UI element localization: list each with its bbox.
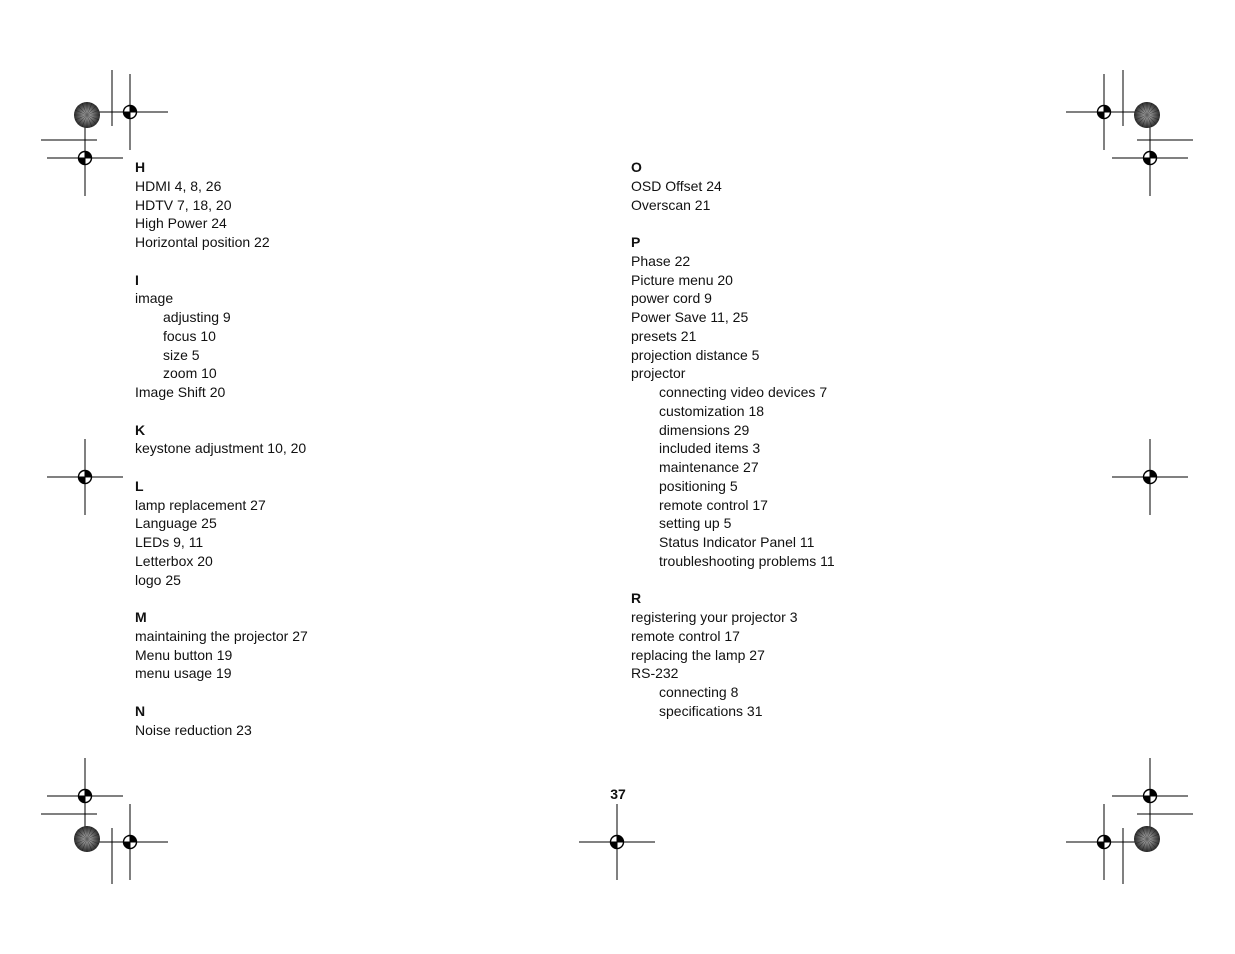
index-column-right — [631, 158, 1091, 739]
index-entry: Language 25 — [135, 515, 217, 532]
index-entry: Horizontal position 22 — [135, 234, 270, 250]
index-subentry: size 5 — [163, 346, 200, 363]
index-section-p — [631, 233, 1091, 571]
index-subentry: setting up 5 — [659, 515, 732, 532]
index-entry: RS-232 — [631, 665, 679, 682]
index-section-h — [135, 158, 555, 252]
index-subentry: zoom 10 — [163, 365, 217, 382]
index-section-k — [135, 421, 555, 459]
index-entry: Image Shift 20 — [135, 384, 226, 400]
index-entry: registering your projector 3 — [631, 609, 798, 625]
index-entry: Noise reduction 23 — [135, 721, 252, 738]
index-entry: HDTV 7, 18, 20 — [135, 196, 232, 213]
index-entry: menu usage 19 — [135, 665, 232, 682]
index-entry: remote control 17 — [631, 627, 740, 644]
index-entry: logo 25 — [135, 571, 181, 588]
index-entry: projection distance 5 — [631, 346, 760, 363]
index-subentry: connecting video devices 7 — [659, 384, 828, 400]
index-entry: image — [135, 290, 174, 307]
index-subentry: Status Indicator Panel 11 — [659, 534, 815, 550]
index-section-l — [135, 477, 555, 590]
index-entry: HDMI 4, 8, 26 — [135, 177, 222, 194]
index-entry: maintaining the projector 27 — [135, 627, 308, 644]
index-subentry: adjusting 9 — [163, 309, 231, 325]
index-entry: High Power 24 — [135, 215, 227, 232]
index-subentry: troubleshooting problems 11 — [659, 552, 835, 569]
index-section-o — [631, 158, 1091, 214]
index-section-r — [631, 589, 1091, 720]
index-section-m — [135, 608, 555, 683]
index-section-n — [135, 702, 555, 740]
index-entry: Letterbox 20 — [135, 552, 213, 569]
index-entry: Phase 22 — [631, 252, 691, 269]
index-subentry: remote control 17 — [659, 496, 768, 513]
section-letter: L — [135, 477, 144, 494]
index-entry: projector — [631, 365, 686, 382]
index-entry: presets 21 — [631, 327, 697, 344]
page-number: 37 — [610, 786, 626, 802]
index-subentry: customization 18 — [659, 402, 765, 419]
index-entry: LEDs 9, 11 — [135, 534, 204, 550]
section-letter: N — [135, 702, 146, 719]
section-letter: R — [631, 590, 642, 607]
index-entry: lamp replacement 27 — [135, 496, 266, 513]
section-letter: M — [135, 609, 147, 625]
index-entry: replacing the lamp 27 — [631, 646, 765, 663]
index-entry: keystone adjustment 10, 20 — [135, 440, 307, 457]
index-subentry: included items 3 — [659, 440, 761, 457]
index-entry: Overscan 21 — [631, 196, 711, 213]
index-section-i — [135, 271, 555, 402]
section-letter: H — [135, 159, 146, 175]
index-column-left — [135, 158, 555, 758]
index-entry: Power Save 11, 25 — [631, 309, 749, 325]
index-subentry: maintenance 27 — [659, 459, 759, 475]
section-letter: K — [135, 421, 146, 438]
index-entry: power cord 9 — [631, 290, 712, 307]
section-letter: O — [631, 159, 642, 175]
section-letter: I — [135, 271, 139, 288]
index-entry: Picture menu 20 — [631, 271, 733, 288]
index-subentry: focus 10 — [163, 327, 216, 344]
section-letter: P — [631, 234, 641, 250]
index-subentry: dimensions 29 — [659, 421, 750, 438]
index-subentry: specifications 31 — [659, 702, 763, 719]
index-subentry: positioning 5 — [659, 477, 738, 494]
index-entry: Menu button 19 — [135, 646, 233, 663]
index-entry: OSD Offset 24 — [631, 177, 722, 194]
index-subentry: connecting 8 — [659, 684, 739, 700]
